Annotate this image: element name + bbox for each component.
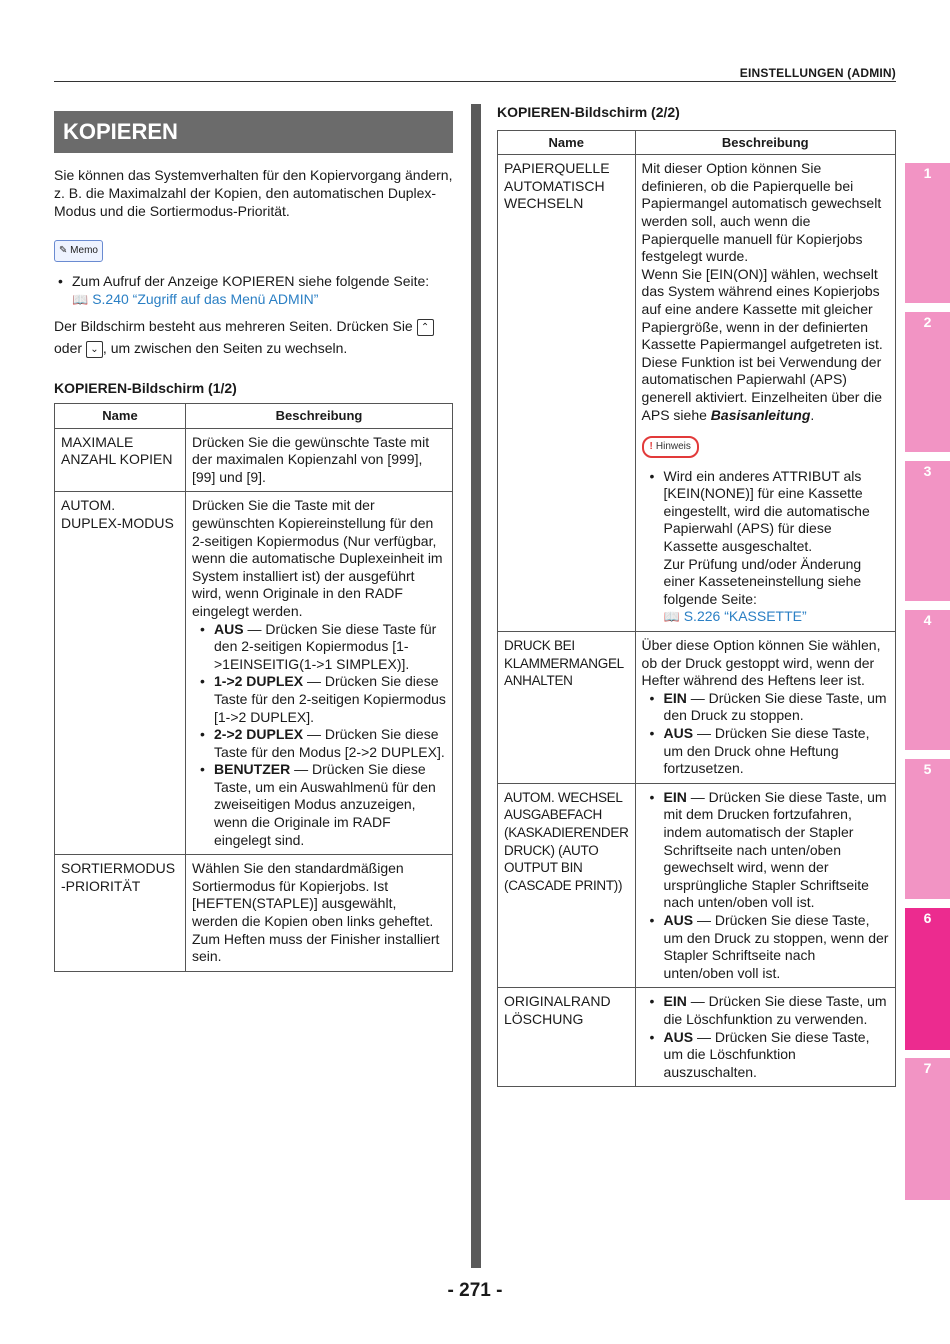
- book-icon: 📖: [72, 292, 89, 307]
- chapter-tab-label: 4: [923, 612, 932, 628]
- page-number: - 271 -: [447, 1280, 503, 1301]
- table-row: [55, 428, 453, 492]
- option-key: AUS: [214, 620, 244, 637]
- list-item: [664, 725, 889, 778]
- hinweis-label: Hinweis: [655, 441, 691, 453]
- memo-bullet: [54, 272, 453, 309]
- right-column: [497, 104, 896, 1087]
- chevron-up-icon: ⌃: [417, 319, 434, 336]
- table2-title: KOPIEREN-Bildschirm (2/2): [497, 104, 680, 120]
- row-name: MAXIMALE ANZAHL KOPIEN: [55, 428, 186, 492]
- option-key: AUS: [663, 725, 694, 741]
- paging-part2: oder: [54, 340, 83, 356]
- option-key: EIN: [663, 993, 687, 1010]
- list-item: [664, 690, 889, 725]
- column-divider: [471, 104, 481, 1268]
- list-item: [214, 673, 446, 726]
- table-row: [55, 855, 453, 972]
- chevron-down-icon: ⌄: [86, 341, 103, 358]
- option-text: — Drücken Sie diese Taste, um den Druck zu stoppen, wenn der Stapler Schriftseite nach unten/oben voll ist.: [663, 911, 889, 981]
- settings-table-2: [497, 130, 896, 1088]
- reference-title: Basisanleitung: [710, 406, 811, 423]
- chapter-tab-label: 6: [923, 910, 932, 926]
- row-description: [635, 155, 895, 632]
- row-name: PAPIERQUELLE AUTOMATISCH WECHSELN: [498, 155, 636, 632]
- paging-text: [54, 315, 453, 359]
- chapter-tab-label: 3: [923, 463, 932, 479]
- table-header-row: [55, 404, 453, 429]
- option-key: AUS: [663, 1028, 694, 1045]
- option-text: — Drücken Sie diese Taste, um die Löschfunktion auszuschalten.: [663, 1028, 870, 1080]
- option-key: EIN: [663, 788, 687, 805]
- chapter-tab-label: 2: [923, 314, 932, 330]
- option-key: BENUTZER: [214, 761, 291, 778]
- row-description: Wählen Sie den standardmäßigen Sortiermodus für Kopierjobs. Ist [HEFTEN(STAPLE)] ausgewählt, werden die Kopien oben links geheftet. Zum Heften muss der Finisher installiert sein.: [186, 855, 453, 972]
- table-row: [498, 155, 896, 632]
- chapter-tab-4[interactable]: [905, 610, 950, 750]
- memo-badge: ✎ Memo: [54, 240, 103, 262]
- list-item: [214, 761, 446, 849]
- row-name: AUTOM. DUPLEX-MODUS: [55, 492, 186, 855]
- option-text: — Drücken Sie diese Taste für den 2-seitigen Kopiermodus [1->1EINSEITIG(1->1 SIMPLEX)].: [214, 620, 437, 672]
- settings-table-1: [54, 403, 453, 972]
- hinweis-badge: [642, 436, 699, 458]
- note-text: Wird ein anderes ATTRIBUT als [KEIN(NONE)] für eine Kassette eingestellt, wird die automatische Papierwahl (APS) für diese Kassette ausgeschaltet.: [663, 467, 870, 555]
- paging-part1: Der Bildschirm besteht aus mehreren Seiten. Drücken Sie: [54, 318, 413, 334]
- table-header-row: [498, 130, 896, 155]
- table1-title: KOPIEREN-Bildschirm (1/2): [54, 380, 237, 396]
- warning-icon: !: [649, 441, 653, 453]
- note-link[interactable]: S.226 “KASSETTE”: [683, 608, 807, 625]
- option-list: [192, 621, 446, 850]
- row-description-text: Mit dieser Option können Sie definieren, ob die Papierquelle bei Papiermangel automatisch gewechselt werden soll, auch wenn die Papierquelle manuell für Kopierjobs festgelegt wurde.: [641, 160, 882, 265]
- table-row: [498, 988, 896, 1087]
- note-list: [642, 468, 889, 626]
- row-description: [635, 632, 895, 784]
- row-description: Drücken Sie die gewünschte Taste mit der maximalen Kopienzahl von [999], [99] und [9].: [186, 428, 453, 492]
- memo-bullet-text: Zum Aufruf der Anzeige KOPIEREN siehe folgende Seite:: [72, 273, 430, 289]
- option-key: 2->2 DUPLEX: [214, 726, 304, 743]
- option-list: [642, 690, 889, 778]
- list-item: [214, 726, 446, 761]
- option-text: — Drücken Sie diese Taste, um mit dem Drucken fortzufahren, indem automatisch der Stapler Schriftseite nach unten/oben gewechselt wird, wenn der ursprüngliche Stapler Schriftseite nach unten/oben voll ist.: [663, 788, 887, 911]
- note-text-2: Zur Prüfung und/oder Änderung einer Kasseteneinstellung siehe folgende Seite:: [663, 555, 862, 607]
- row-description: [186, 492, 453, 855]
- option-text: — Drücken Sie diese Taste, um den Druck zu stoppen.: [663, 689, 887, 724]
- table-row: [55, 492, 453, 855]
- row-description-text: Über diese Option können Sie wählen, ob der Druck gestoppt wird, wenn der Hefter während des Heftens leer ist.: [641, 637, 881, 689]
- table-row: [498, 632, 896, 784]
- row-description: [635, 783, 895, 988]
- memo-link[interactable]: S.240 “Zugriff auf das Menü ADMIN”: [92, 291, 319, 307]
- chapter-tab-5[interactable]: [905, 759, 950, 899]
- option-key: 1->2 DUPLEX: [214, 673, 304, 690]
- intro-text: Sie können das Systemverhalten für den Kopiervorgang ändern, z. B. die Maximalzahl der Kopien, den automatischen Duplex-Modus und die Sortiermodus-Priorität.: [54, 167, 453, 219]
- row-description: [635, 988, 895, 1087]
- row-description-text-2: Wenn Sie [EIN(ON)] wählen, wechselt das System während eines Kopierjobs auf eine andere Kassette mit gleicher Papiergröße, wenn in der definierten Kassette Papiermangel aufgetreten ist. Diese Funktion ist bei Verwendung der automatischen Papierwahl (APS) generell aktiviert. Einzelheiten über die APS siehe: [641, 265, 883, 423]
- chapter-tab-2[interactable]: [905, 312, 950, 452]
- list-item: [664, 789, 889, 912]
- column-header-description: Beschreibung: [186, 404, 453, 429]
- option-key: EIN: [663, 689, 687, 706]
- chapter-tab-label: 5: [923, 761, 932, 777]
- option-text: — Drücken Sie diese Taste für den Modus [2->2 DUPLEX].: [214, 726, 445, 760]
- list-item: [214, 621, 446, 674]
- row-name: SORTIERMODUS -PRIORITÄT: [55, 855, 186, 972]
- list-item: [664, 468, 889, 626]
- column-header-name: Name: [498, 130, 636, 155]
- column-header-name: Name: [55, 404, 186, 429]
- header-title: EINSTELLUNGEN (ADMIN): [739, 66, 896, 80]
- chapter-tab-label: 1: [923, 165, 932, 181]
- left-column: [54, 166, 453, 972]
- section-title: KOPIEREN: [54, 111, 453, 153]
- chapter-tab-3[interactable]: [905, 461, 950, 601]
- chapter-tab-7[interactable]: [905, 1058, 950, 1200]
- option-text: — Drücken Sie diese Taste für den 2-seitigen Kopiermodus [1->2 DUPLEX].: [214, 673, 446, 725]
- chapter-tab-1[interactable]: [905, 163, 950, 303]
- chapter-tab-6[interactable]: [905, 908, 950, 1050]
- list-item: [664, 1029, 889, 1082]
- reference-end: .: [810, 406, 815, 423]
- list-item: [664, 912, 889, 982]
- option-key: AUS: [663, 911, 694, 928]
- option-text: — Drücken Sie diese Taste, um ein Auswahlmenü für den zweiseitigen Modus anzuzeigen, wenn die Originale im RADF eingelegt sind.: [214, 761, 436, 848]
- table-row: [498, 783, 896, 988]
- row-name: ORIGINALRAND LÖSCHUNG: [498, 988, 636, 1087]
- row-name: AUTOM. WECHSEL AUSGABEFACH (KASKADIERENDER DRUCK) (AUTO OUTPUT BIN (CASCADE PRINT)): [498, 783, 636, 988]
- column-header-description: Beschreibung: [635, 130, 895, 155]
- paging-part3: , um zwischen den Seiten zu wechseln.: [102, 340, 348, 356]
- row-name: DRUCK BEI KLAMMERMANGEL ANHALTEN: [498, 632, 636, 784]
- book-icon: 📖: [663, 609, 680, 625]
- memo-label: Memo: [70, 245, 98, 256]
- chapter-tab-label: 7: [923, 1060, 932, 1076]
- header-rule: [54, 81, 896, 82]
- row-description-text: Drücken Sie die Taste mit der gewünschten Kopiereinstellung für den 2-seitigen Kopiermodus (Nur verfügbar, wenn die automatische Duplexeinheit im System installiert ist) der ausgeführt wird, wenn Originale in den RADF eingelegt werden.: [192, 497, 443, 619]
- option-text: — Drücken Sie diese Taste, um den Druck ohne Heftung fortzusetzen.: [663, 725, 870, 777]
- list-item: [664, 993, 889, 1028]
- option-list: [642, 993, 889, 1081]
- option-text: — Drücken Sie diese Taste, um die Löschfunktion zu verwenden.: [663, 993, 887, 1027]
- option-list: [642, 789, 889, 983]
